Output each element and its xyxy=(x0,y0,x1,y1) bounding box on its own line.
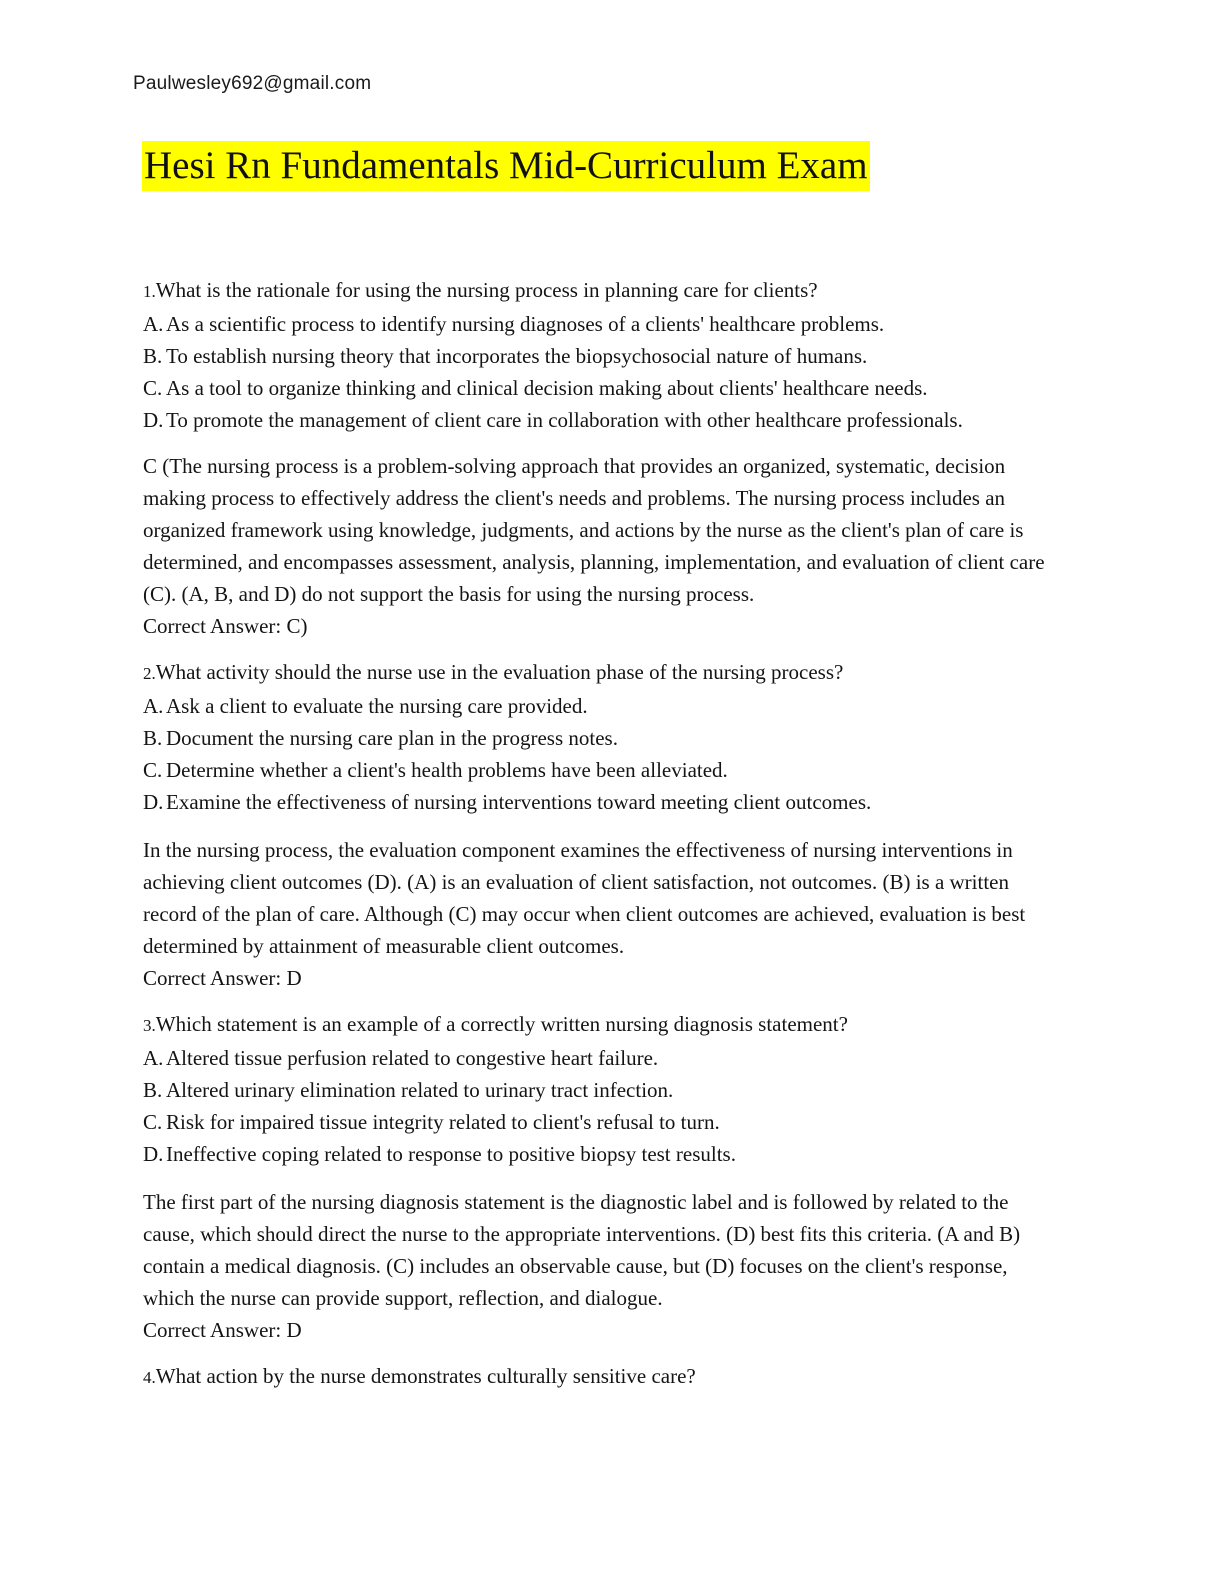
rationale-text: In the nursing process, the evaluation component examines the effectiveness of nursing interventions in achieving client outcomes (D). (A) is an evaluation of client satisfaction, not outcomes. (B) is a written record of the plan of care. Although (C) may occur when client outcomes are achieved, evaluation is best determined by attainment of measurable client outcomes. xyxy=(143,838,1026,958)
option-text: Document the nursing care plan in the progress notes. xyxy=(166,726,618,750)
question-number: 3. xyxy=(143,1016,156,1035)
question-text: What activity should the nurse use in the evaluation phase of the nursing process? xyxy=(155,660,844,684)
option-letter: A. xyxy=(143,312,164,336)
question-stem xyxy=(143,656,1073,690)
question-block-4 xyxy=(143,1360,1073,1394)
question-block-2 xyxy=(143,656,1073,994)
answer-option xyxy=(143,1074,1073,1106)
option-text: To establish nursing theory that incorporates the biopsychosocial nature of humans. xyxy=(166,344,868,368)
option-text: Determine whether a client's health problems have been alleviated. xyxy=(166,758,728,782)
answer-option xyxy=(143,754,1073,786)
option-text: Ineffective coping related to response to positive biopsy test results. xyxy=(166,1142,736,1166)
correct-answer: Correct Answer: D xyxy=(143,1318,302,1342)
answer-option xyxy=(143,308,1073,340)
question-number: 4. xyxy=(143,1368,156,1387)
rationale-text: The first part of the nursing diagnosis statement is the diagnostic label and is followed by related to the cause, which should direct the nurse to the appropriate interventions. (D) best fits this criteria. (A and B) contain a medical diagnosis. (C) includes an observable cause, but (D) focuses on the client's response, which the nurse can provide support, reflection, and dialogue. xyxy=(143,1190,1021,1310)
option-letter: C. xyxy=(143,758,163,782)
question-number: 1. xyxy=(143,282,156,301)
question-stem xyxy=(143,1008,1073,1042)
document-body xyxy=(143,274,1073,1394)
answer-option xyxy=(143,372,1073,404)
option-text: Examine the effectiveness of nursing interventions toward meeting client outcomes. xyxy=(166,790,872,814)
question-text: What action by the nurse demonstrates culturally sensitive care? xyxy=(155,1364,696,1388)
correct-answer: Correct Answer: C) xyxy=(143,614,308,638)
option-letter: C. xyxy=(143,1110,163,1134)
answer-option xyxy=(143,1106,1073,1138)
option-letter: D. xyxy=(143,1142,164,1166)
answer-option xyxy=(143,690,1073,722)
document-title: Hesi Rn Fundamentals Mid-Curriculum Exam xyxy=(142,141,870,191)
answer-option xyxy=(143,340,1073,372)
answer-option xyxy=(143,1042,1073,1074)
author-email: Paulwesley692@gmail.com xyxy=(133,73,372,94)
option-letter: C. xyxy=(143,376,163,400)
answer-option xyxy=(143,1138,1073,1170)
question-block-3 xyxy=(143,1008,1073,1346)
option-letter: B. xyxy=(143,1078,163,1102)
question-text: What is the rationale for using the nursing process in planning care for clients? xyxy=(155,278,818,302)
question-number: 2. xyxy=(143,664,156,683)
rationale-text: C (The nursing process is a problem-solving approach that provides an organized, systematic, decision making process to effectively address the client's needs and problems. The nursing process includes an organized framework using knowledge, judgments, and actions by the nurse as the client's plan of care is determined, and encompasses assessment, analysis, planning, implementation, and evaluation of client care (C). (A, B, and D) do not support the basis for using the nursing process. xyxy=(143,454,1045,606)
answer-option xyxy=(143,722,1073,754)
question-stem xyxy=(143,274,1073,308)
option-text: Risk for impaired tissue integrity related to client's refusal to turn. xyxy=(166,1110,720,1134)
option-text: Ask a client to evaluate the nursing care provided. xyxy=(166,694,588,718)
option-letter: D. xyxy=(143,408,164,432)
answer-option xyxy=(143,404,1073,436)
option-text: Altered urinary elimination related to urinary tract infection. xyxy=(166,1078,674,1102)
answer-option xyxy=(143,786,1073,818)
option-letter: D. xyxy=(143,790,164,814)
question-stem xyxy=(143,1360,1073,1394)
option-text: As a scientific process to identify nursing diagnoses of a clients' healthcare problems. xyxy=(166,312,885,336)
question-block-1 xyxy=(143,274,1073,642)
option-letter: A. xyxy=(143,1046,164,1070)
option-text: To promote the management of client care in collaboration with other healthcare professionals. xyxy=(166,408,963,432)
correct-answer: Correct Answer: D xyxy=(143,966,302,990)
option-letter: B. xyxy=(143,726,163,750)
option-text: Altered tissue perfusion related to congestive heart failure. xyxy=(166,1046,659,1070)
question-text: Which statement is an example of a correctly written nursing diagnosis statement? xyxy=(155,1012,848,1036)
option-letter: B. xyxy=(143,344,163,368)
option-letter: A. xyxy=(143,694,164,718)
option-text: As a tool to organize thinking and clinical decision making about clients' healthcare needs. xyxy=(166,376,928,400)
